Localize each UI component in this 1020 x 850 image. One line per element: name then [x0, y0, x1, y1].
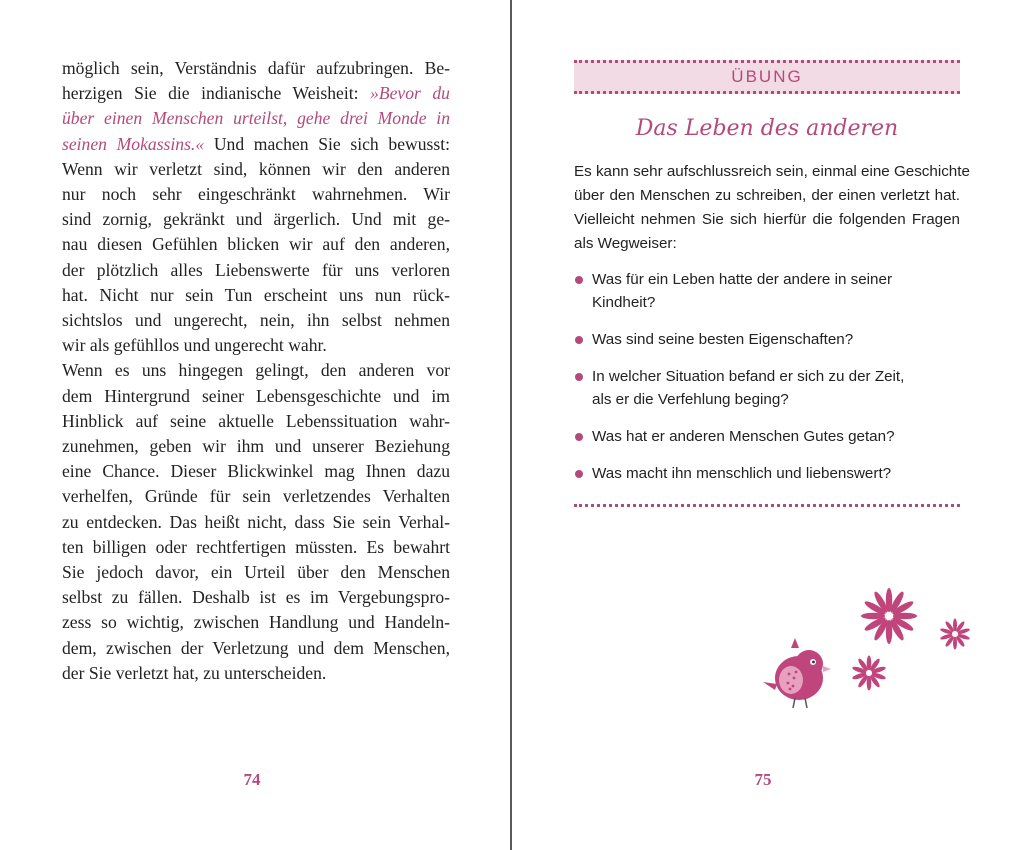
intro-line: über den Menschen zu schreiben, der einen verletzt hat.: [574, 187, 960, 204]
question-text: In welcher Situation befand er sich zu der Zeit,: [592, 368, 905, 385]
body-line: [62, 384, 450, 409]
question-item: [574, 268, 960, 314]
body-text: [62, 56, 450, 686]
body-line: [62, 81, 450, 106]
exercise-intro: [574, 160, 970, 256]
body-text-segment: sichtslos und ungerecht, nein, ihn selbst nehmen: [62, 310, 450, 331]
question-item: [574, 425, 960, 448]
exercise-banner: ÜBUNG: [574, 60, 960, 94]
body-text-segment: zess so wichtig, zwischen Handlung und Handeln-: [62, 612, 450, 633]
body-line: [62, 510, 450, 535]
body-line: [62, 484, 450, 509]
body-text-segment: eine Chance. Dieser Blickwinkel mag Ihnen dazu: [62, 461, 450, 482]
body-line: [62, 560, 450, 585]
body-line: [62, 132, 450, 157]
body-line: [62, 232, 450, 257]
body-text-segment: Und machen Sie sich bewusst:: [204, 133, 450, 154]
question-text: Was macht ihn menschlich und liebenswert?: [592, 465, 892, 482]
bullet-dot-icon: [575, 470, 583, 478]
bullet-dot-icon: [575, 433, 583, 441]
body-line: [62, 610, 450, 635]
question-text: Was hat er anderen Menschen Gutes getan?: [592, 428, 895, 445]
body-line: [62, 661, 450, 686]
body-line: [62, 358, 450, 383]
body-line: [62, 283, 450, 308]
body-text-segment: wir als gefühllos und ungerecht wahr.: [62, 335, 327, 356]
body-line: [62, 207, 450, 232]
question-text: Was sind seine besten Eigenschaften?: [592, 331, 854, 348]
bird-and-flowers-illustration: [757, 578, 977, 728]
right-page: [512, 0, 1020, 850]
body-line: [62, 585, 450, 610]
flower-icon: [852, 656, 887, 691]
quote-text: über einen Menschen urteilst, gehe drei Monde in: [62, 108, 450, 129]
page-number-left: 74: [243, 770, 261, 789]
intro-line: Vielleicht nehmen Sie sich hierfür die folgenden Fragen: [574, 211, 960, 228]
body-text-segment: dem Hintergrund seiner Lebensgeschichte und im: [62, 385, 450, 406]
bullet-dot-icon: [575, 336, 583, 344]
body-text-segment: möglich sein, Verständnis dafür aufzubringen. Be-: [62, 58, 450, 78]
quote-text: »Bevor du: [370, 83, 450, 104]
body-text-segment: nur noch sehr eingeschränkt wahrnehmen. Wir: [62, 184, 450, 205]
question-item: [574, 462, 960, 485]
body-line: [62, 333, 450, 358]
question-text: Was für ein Leben hatte der andere in seiner: [592, 271, 892, 288]
body-text-segment: Hinblick auf seine aktuelle Lebenssituation wahr-: [62, 410, 450, 431]
body-text-segment: ten billigen oder rechtfertigen müssten. Es bewahrt: [62, 536, 450, 557]
question-item: [574, 328, 960, 351]
body-text-segment: dem, zwischen der Verletzung und dem Menschen,: [62, 637, 450, 658]
bullet-dot-icon: [575, 276, 583, 284]
bullet-dot-icon: [575, 373, 583, 381]
body-line: [62, 182, 450, 207]
body-line: [62, 434, 450, 459]
quote-text: seinen Mokassins.«: [62, 133, 205, 154]
body-line: [62, 157, 450, 182]
body-text-segment: Wenn es uns hingegen gelingt, den anderen vor: [62, 360, 450, 381]
bird-illustration-icon: [763, 638, 831, 708]
body-line: [62, 409, 450, 434]
body-text-segment: verhelfen, Gründe für sein verletzendes Verhalten: [62, 486, 450, 507]
body-text-segment: der Sie verletzt hat, zu unterscheiden.: [62, 662, 327, 683]
page-number-right: 75: [754, 770, 772, 789]
intro-line: Es kann sehr aufschlussreich sein, einmal eine Geschichte: [574, 163, 970, 180]
body-text-segment: zunehmen, geben wir ihm und unserer Beziehung: [62, 436, 450, 457]
bottom-dotted-rule: [574, 504, 960, 507]
question-text: als er die Verfehlung beging?: [592, 391, 789, 408]
body-text-segment: Sie jedoch davor, ein Urteil über den Menschen: [62, 562, 450, 583]
exercise-title: Das Leben des anderen: [635, 116, 899, 141]
body-text-segment: nau diesen Gefühlen blicken wir auf den anderen,: [62, 234, 450, 255]
body-line: [62, 636, 450, 661]
question-list: [574, 268, 960, 499]
flower-icon: [861, 588, 917, 644]
body-text-segment: der plötzlich alles Liebenswerte für uns verloren: [62, 259, 450, 280]
body-line: [62, 258, 450, 283]
intro-line: als Wegweiser:: [574, 235, 677, 252]
body-text-segment: sind zornig, gekränkt und ärgerlich. Und mit ge-: [62, 209, 450, 230]
body-line: [62, 535, 450, 560]
body-text-segment: zu entdecken. Das heißt nicht, dass Sie sein Verhal-: [62, 511, 450, 532]
body-text-segment: hat. Nicht nur sein Tun erscheint uns nun rück-: [62, 284, 450, 305]
flower-icon: [940, 619, 971, 650]
body-line: [62, 56, 450, 81]
body-text-segment: selbst zu fällen. Deshalb ist es im Vergebungspro-: [62, 587, 450, 608]
body-text-segment: Wenn wir verletzt sind, können wir den anderen: [62, 158, 450, 179]
body-line: [62, 459, 450, 484]
body-line: [62, 308, 450, 333]
body-text-segment: herzigen Sie die indianische Weisheit:: [62, 83, 371, 104]
body-line: [62, 106, 450, 131]
question-item: [574, 365, 960, 411]
question-text: Kindheit?: [592, 294, 656, 311]
